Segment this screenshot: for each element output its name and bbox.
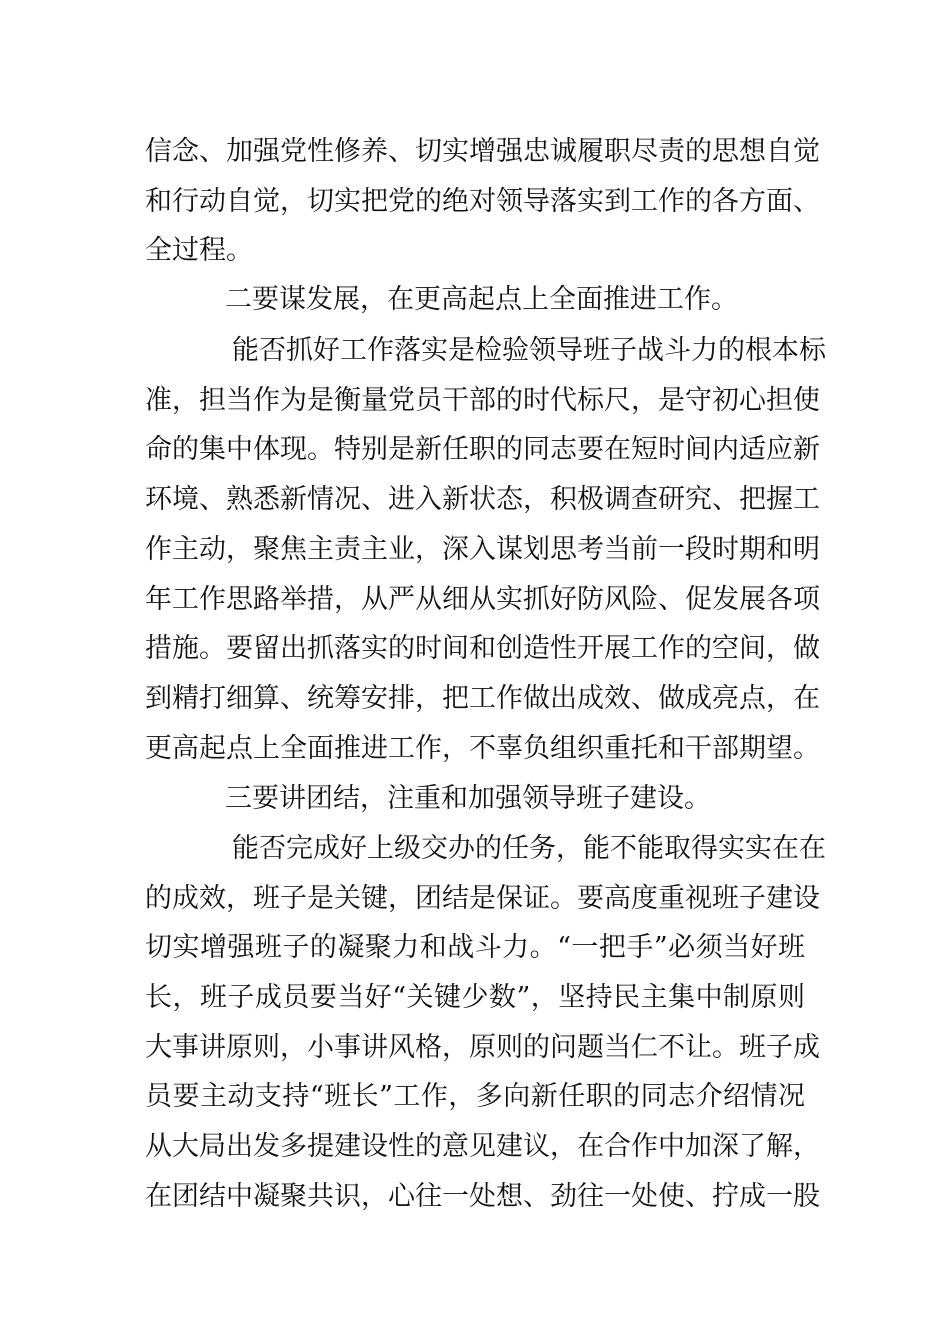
- body-line-6: 准，担当作为是衡量党员干部的时代标尺，是守初心担使: [145, 385, 820, 416]
- body-line-1: 信念、加强党性修养、切实增强忠诚履职尽责的思想自觉: [145, 136, 820, 167]
- body-line-9: 作主动，聚焦主责主业，深入谋划思考当前一段时期和明: [145, 534, 820, 565]
- body-line-17: 切实增强班子的凝聚力和战斗力。“一把手”必须当好班: [145, 932, 805, 963]
- body-line-10: 年工作思路举措，从严从细从实抓好防风险、促发展各项: [145, 584, 820, 615]
- body-line-5: 能否抓好工作落实是检验领导班子战斗力的根本标: [232, 335, 826, 366]
- body-line-20: 员要主动支持“班长”工作，多向新任职的同志介绍情况: [145, 1081, 805, 1112]
- body-line-3: 全过程。: [145, 235, 253, 266]
- section-heading-3: 三要讲团结，注重和加强领导班子建设。: [225, 783, 711, 814]
- body-line-12: 到精打细算、统筹安排，把工作做出成效、做成亮点，在: [145, 683, 820, 714]
- body-line-11: 措施。要留出抓落实的时间和创造性开展工作的空间，做: [145, 633, 820, 664]
- body-line-22: 在团结中凝聚共识，心往一处想、劲往一处使、拧成一股: [145, 1181, 820, 1212]
- section-heading-2: 二要谋发展，在更高起点上全面推进工作。: [225, 284, 738, 315]
- body-line-13: 更高起点上全面推进工作，不辜负组织重托和干部期望。: [145, 733, 820, 764]
- body-line-8: 环境、熟悉新情况、进入新状态，积极调查研究、把握工: [145, 484, 820, 515]
- body-line-19: 大事讲原则，小事讲风格，原则的问题当仁不让。班子成: [145, 1032, 820, 1063]
- body-line-15: 能否完成好上级交办的任务，能不能取得实实在在: [232, 833, 826, 864]
- body-line-21: 从大局出发多提建设性的意见建议，在合作中加深了解，: [145, 1131, 820, 1162]
- body-line-7: 命的集中体现。特别是新任职的同志要在短时间内适应新: [145, 434, 820, 465]
- body-line-16: 的成效，班子是关键，团结是保证。要高度重视班子建设: [145, 883, 820, 914]
- body-line-2: 和行动自觉，切实把党的绝对领导落实到工作的各方面、: [145, 186, 820, 217]
- body-line-18: 长，班子成员要当好“关键少数”，坚持民主集中制原则: [145, 982, 805, 1013]
